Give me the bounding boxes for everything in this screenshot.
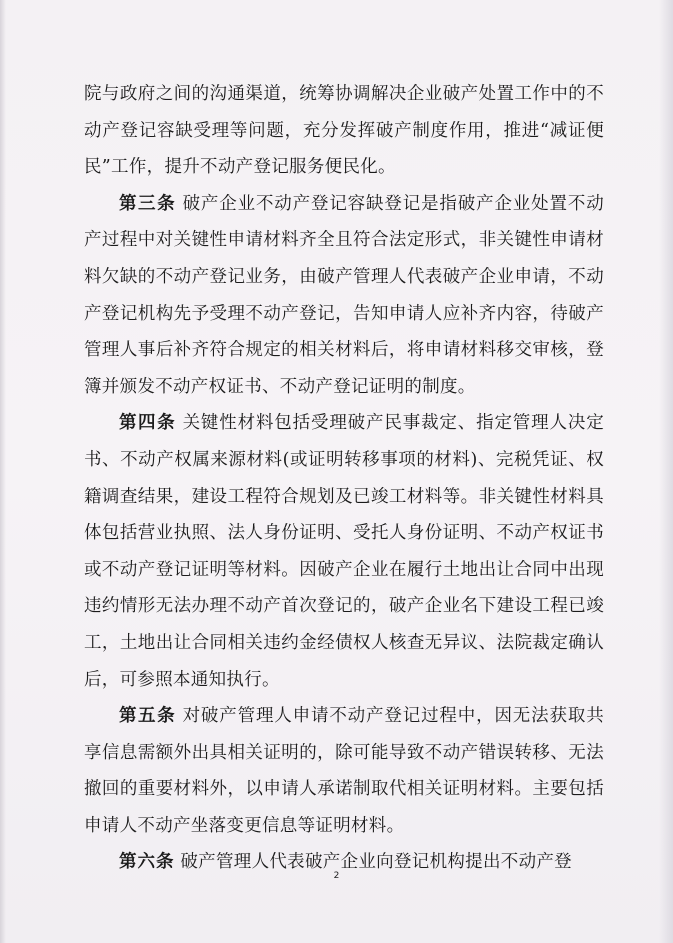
paragraph-text: 破产企业不动产登记容缺登记是指破产企业处置不动产过程中对关键性申请材料齐全且符合法定形式，非关键性申请材料欠缺的不动产登记业务，由破产管理人代表破产企业申请，不动产登记机构先予受理不动产登记，告知申请人应补齐内容，待破产管理人事后补齐符合规定的相关材料后，将申请材料移交审核，登簿并颁发不动产权证书、不动产登记证明的制度。 [84,193,604,397]
article-5 [84,698,604,844]
article-label: 第五条 [119,706,177,727]
paragraph-text: 关键性材料包括受理破产民事裁定、指定管理人决定书、不动产权属来源材料(或证明转移事项的材料)、完税凭证、权籍调查结果，建设工程符合规划及已竣工材料等。非关键性材料具体包括营业执照、法人身份证明、受托人身份证明、不动产权证书或不动产登记证明等材料。因破产企业在履行土地出让合同中出现违约情形无法办理不动产首次登记的，破产企业名下建设工程已竣工，土地出让合同相关违约金经债权人核查无异议、法院裁定确认后，可参照本通知执行。 [84,413,604,690]
page-left-shadow [0,0,6,943]
paragraph-text: 破产管理人代表破产企业向登记机构提出不动产登 [180,852,572,873]
article-label: 第四条 [119,413,177,434]
article-4 [84,405,604,698]
document-body [84,76,604,881]
paragraph-text: 对破产管理人申请不动产登记过程中，因无法获取共享信息需额外出具相关证明的，除可能导致不动产错误转移、无法撤回的重要材料外，以申请人承诺制取代相关证明材料。主要包括申请人不动产坐落变更信息等证明材料。 [84,706,604,836]
article-label: 第六条 [119,852,175,873]
paragraph-continuation [84,76,604,186]
page-number: 2 [333,871,340,881]
page-right-shadow [659,0,673,943]
article-label: 第三条 [119,193,177,214]
paragraph-text: 院与政府之间的沟通渠道，统筹协调解决企业破产处置工作中的不动产登记容缺受理等问题，充分发挥破产制度作用，推进“减证便民”工作，提升不动产登记服务便民化。 [84,84,604,178]
article-3 [84,186,604,406]
